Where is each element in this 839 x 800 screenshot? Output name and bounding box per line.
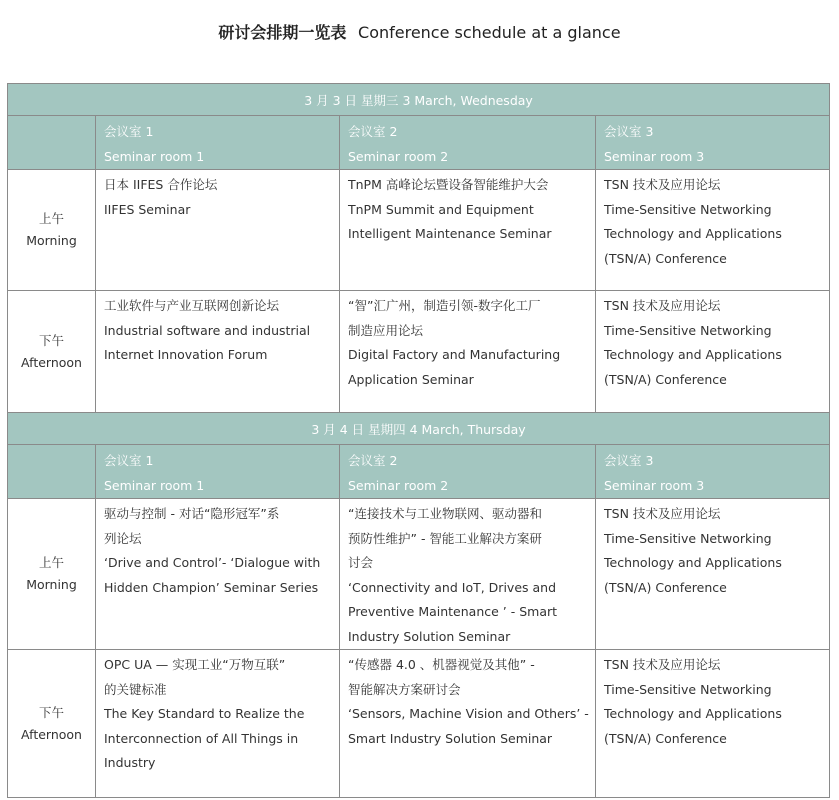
title-zh: 研讨会排期一览表 [218, 23, 347, 42]
room-header-3 [596, 445, 830, 499]
session-line: “传感器 4.0 、机器视觉及其他” - [348, 657, 535, 672]
session-cell [96, 650, 340, 798]
room-name-zh: 会议室 3 [604, 124, 654, 139]
session-line: Technology and Applications [604, 347, 782, 362]
session-cell [340, 291, 596, 413]
session-line: Interconnection of All Things in [104, 730, 299, 746]
page-title [0, 20, 839, 43]
session-cell [340, 650, 596, 798]
title-en: Conference schedule at a glance [358, 23, 621, 42]
time-slot-zh: 下午 [38, 332, 64, 348]
session-line: (TSN/A) Conference [604, 250, 727, 266]
session-line: “连接技术与工业物联网、驱动器和 [348, 506, 542, 521]
session-line: Technology and Applications [604, 706, 782, 721]
session-line: ‘Connectivity and IoT, Drives and [348, 579, 557, 595]
time-slot-zh: 下午 [38, 704, 64, 720]
session-line: Preventive Maintenance ’ - Smart [348, 604, 558, 619]
session-line: TSN 技术及应用论坛 [604, 657, 721, 672]
session-line: Time-Sensitive Networking [604, 530, 772, 546]
session-cell [596, 291, 830, 413]
session-line: Time-Sensitive Networking [604, 322, 772, 338]
session-line: TSN 技术及应用论坛 [604, 298, 721, 313]
session-cell [596, 499, 830, 650]
session-line: 驱动与控制 - 对话“隐形冠军”系 [104, 506, 280, 521]
session-line: OPC UA — 实现工业“万物互联” [104, 657, 286, 672]
session-row [8, 291, 830, 413]
room-header-1 [96, 116, 340, 170]
room-name-en: Seminar room 3 [604, 149, 705, 164]
session-line: Time-Sensitive Networking [604, 201, 772, 217]
day-header: 3 月 4 日 星期四 4 March, Thursday [8, 413, 830, 445]
time-slot-en: Afternoon [21, 726, 82, 742]
room-header-2 [340, 445, 596, 499]
day-header-row [8, 413, 830, 445]
time-slot-zh: 上午 [38, 211, 64, 226]
room-header-3 [596, 116, 830, 170]
session-line: Industry Solution Seminar [348, 628, 511, 644]
room-name-en: Seminar room 2 [348, 149, 449, 164]
session-cell [96, 170, 340, 291]
room-name-zh: 会议室 1 [104, 453, 154, 468]
room-name-en: Seminar room 1 [104, 478, 205, 493]
session-line: 列论坛 [104, 530, 142, 546]
schedule-table [7, 83, 830, 798]
room-name-zh: 会议室 2 [348, 124, 398, 139]
session-line: TnPM 高峰论坛暨设备智能维护大会 [348, 177, 549, 192]
room-header-blank [8, 445, 96, 499]
session-line: 预防性维护” - 智能工业解决方案研 [348, 530, 542, 546]
room-name-en: Seminar room 1 [104, 149, 205, 164]
session-line: Intelligent Maintenance Seminar [348, 226, 552, 241]
room-header-row [8, 116, 830, 170]
time-slot-label [8, 291, 96, 413]
session-line: Time-Sensitive Networking [604, 681, 772, 697]
session-line: Digital Factory and Manufacturing [348, 347, 561, 362]
session-line: TSN 技术及应用论坛 [604, 506, 721, 521]
room-name-en: Seminar room 2 [348, 478, 449, 493]
time-slot-zh: 上午 [38, 555, 64, 570]
session-line: Application Seminar [348, 371, 474, 387]
session-line: Smart Industry Solution Seminar [348, 730, 553, 746]
session-line: 制造应用论坛 [348, 322, 424, 338]
day-header: 3 月 3 日 星期三 3 March, Wednesday [8, 84, 830, 116]
session-line: IIFES Seminar [104, 201, 191, 217]
room-name-zh: 会议室 3 [604, 453, 654, 468]
session-row [8, 170, 830, 291]
session-line: TnPM Summit and Equipment [348, 201, 534, 217]
session-cell [596, 650, 830, 798]
session-line: The Key Standard to Realize the [104, 706, 305, 721]
session-cell [340, 170, 596, 291]
session-line: ‘Sensors, Machine Vision and Others’ - [348, 706, 589, 721]
session-line: Industry [104, 755, 156, 770]
time-slot-en: Afternoon [21, 354, 82, 370]
room-name-en: Seminar room 3 [604, 478, 705, 493]
session-line: Internet Innovation Forum [104, 347, 268, 362]
session-cell [596, 170, 830, 291]
session-line: (TSN/A) Conference [604, 579, 727, 595]
session-cell [96, 291, 340, 413]
time-slot-label [8, 650, 96, 798]
session-line: 日本 IIFES 合作论坛 [104, 177, 218, 192]
room-header-2 [340, 116, 596, 170]
session-line: 的关键标准 [104, 681, 167, 697]
room-name-zh: 会议室 1 [104, 124, 154, 139]
room-name-zh: 会议室 2 [348, 453, 398, 468]
session-line: Technology and Applications [604, 226, 782, 241]
room-header-row [8, 445, 830, 499]
room-header-blank [8, 116, 96, 170]
session-line: TSN 技术及应用论坛 [604, 177, 721, 192]
session-line: 工业软件与产业互联网创新论坛 [104, 298, 280, 313]
time-slot-en: Morning [26, 233, 77, 248]
session-line: 智能解决方案研讨会 [348, 681, 461, 697]
session-line: Hidden Champion’ Seminar Series [104, 579, 319, 595]
session-cell [340, 499, 596, 650]
session-line: (TSN/A) Conference [604, 371, 727, 387]
session-row [8, 650, 830, 798]
time-slot-en: Morning [26, 577, 77, 592]
session-line: “智”汇广州，制造引领-数字化工厂 [348, 298, 541, 313]
session-row [8, 499, 830, 650]
time-slot-label [8, 170, 96, 291]
day-header-row [8, 84, 830, 116]
time-slot-label [8, 499, 96, 650]
session-line: (TSN/A) Conference [604, 730, 727, 746]
room-header-1 [96, 445, 340, 499]
session-cell [96, 499, 340, 650]
session-line: ‘Drive and Control’- ‘Dialogue with [104, 555, 321, 570]
session-line: 讨会 [348, 555, 374, 570]
session-line: Industrial software and industrial [104, 322, 311, 338]
session-line: Technology and Applications [604, 555, 782, 570]
